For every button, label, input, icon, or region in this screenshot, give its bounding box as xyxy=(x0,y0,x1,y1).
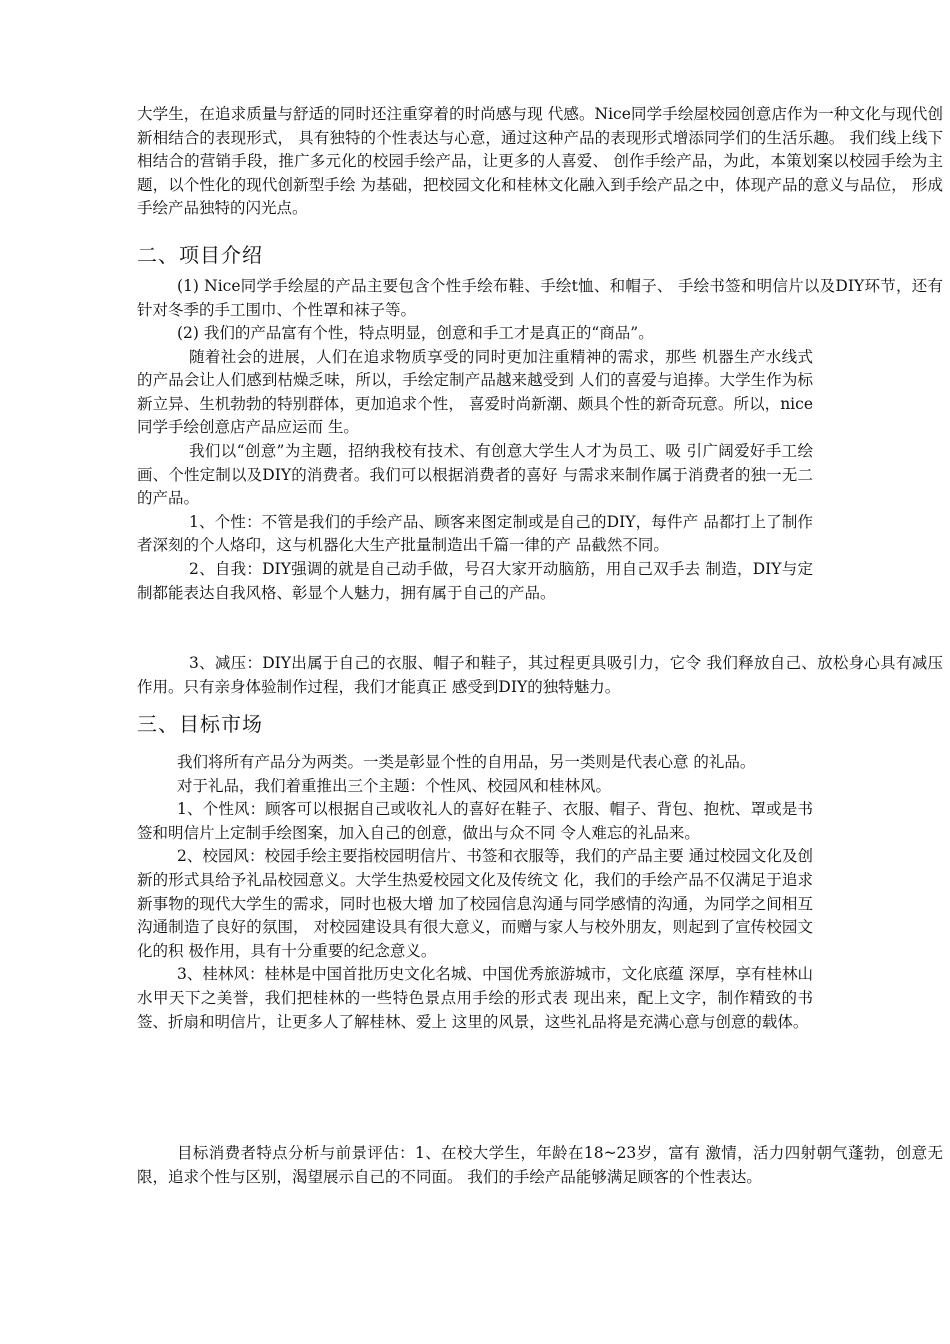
intro-text: 大学生，在追求质量与舒适的同时还注重穿着的时尚感与现 代感。Nice同学手绘屋校园创意店作为一种文化与现代创新相结合的表现形式， 具有独特的个性表达与心意，通过这种产品的表现形式增添同学们的生活乐趣。 我们线上线下相结合的营销手段，推广多元化的校园手绘产品，让更多的人喜爱、 创作手绘产品，为此，本策划案以校园手绘为主题，以个性化的现代创新型手绘 为基础，把校园文化和桂林文化融入到手绘产品之中，体现产品的意义与品位， 形成手绘产品独特的闪光点。 xyxy=(137,105,943,218)
project-intro-item-1 xyxy=(137,275,943,322)
paragraph: 3、桂林风：桂林是中国首批历史文化名城、中国优秀旅游城市，文化底蕴 深厚，享有桂林山水甲天下之美誉，我们把桂林的一些特色景点用手绘的形式表 现出来，配上文字，制作精致的书签、折扇和明信片，让更多人了解桂林、爱上 这里的风景，这些礼品将是充满心意与创意的载体。 xyxy=(137,965,813,1031)
target-consumer-analysis xyxy=(137,1142,943,1189)
target-market-body xyxy=(137,751,813,1034)
paragraph: 2、自我：DIY强调的就是自己动手做，号召大家开动脑筋，用自己双手去 制造，DIY与定制都能表达自我风格、彰显个人魅力，拥有属于自己的产品。 xyxy=(137,559,813,602)
paragraph: 我们将所有产品分为两类。一类是彰显个性的自用品，另一类则是代表心意 的礼品。 xyxy=(177,753,756,771)
paragraph: 3、减压：DIY出属于自己的衣服、帽子和鞋子，其过程更具吸引力，它令 我们释放自己、放松身心具有减压作用。只有亲身体验制作过程，我们才能真正 感受到DIY的独特魅力。 xyxy=(137,654,943,696)
paragraph: 随着社会的进展，人们在追求物质享受的同时更加注重精神的需求，那些 机器生产水线式的产品会让人们感到枯燥乏味，所以，手绘定制产品越来越受到 人们的喜爱与追捧。大学生作为标新立异、生机勃勃的特别群体，更加追求个性， 喜爱时尚新潮、颇具个性的新奇玩意。所以，nice同学手绘创意店产品应运而 生。 xyxy=(137,347,813,437)
paragraph: 2、校园风：校园手绘主要指校园明信片、书签和衣服等，我们的产品主要 通过校园文化及创新的形式具给予礼品校园意义。大学生热爱校园文化及传统文 化，我们的手绘产品不仅满足于追求新事物的现代大学生的需求，同时也极大增 加了校园信息沟通与同学感情的沟通，为同学之间相互沟通制造了良好的氛围， 对校园建设具有很大意义，而赠与家人与校外朋友，则起到了宣传校园文化的积 极作用，具有十分重要的纪念意义。 xyxy=(137,847,813,960)
intro-paragraph xyxy=(137,103,943,221)
paragraph: 对于礼品，我们着重推出三个主题：个性风、校园风和桂林风。 xyxy=(177,776,612,795)
project-intro-item-destress xyxy=(137,652,943,699)
section-heading-project-intro: 二、项目介绍 xyxy=(137,243,263,267)
paragraph: 1、个性风：顾客可以根据自己或收礼人的喜好在鞋子、衣服、帽子、背包、抱枕、罩或是书签和明信片上定制手绘图案，加入自己的创意，做出与众不同 令人难忘的礼品来。 xyxy=(137,800,813,842)
section-heading-target-market: 三、目标市场 xyxy=(137,712,263,736)
paragraph: 目标消费者特点分析与前景评估：1、在校大学生，年龄在18~23岁，富有 激情，活力四射朝气蓬勃，创意无限，追求个性与区别，渴望展示自己的不同面。 我们的手绘产品能够满足顾客的个性表达。 xyxy=(137,1144,943,1186)
project-intro-body xyxy=(137,322,813,605)
paragraph: 1、个性：不管是我们的手绘产品、顾客来图定制或是自己的DIY，每件产 品都打上了制作者深刻的个人烙印，这与机器化大生产批量制造出千篇一律的产 品截然不同。 xyxy=(137,512,813,555)
paragraph: (1) Nice同学手绘屋的产品主要包含个性手绘布鞋、手绘t恤、和帽子、 手绘书签和明信片以及DIY环节，还有针对冬季的手工围巾、个性罩和袜子等。 xyxy=(137,277,943,319)
paragraph: 我们以“创意”为主题，招纳我校有技术、有创意大学生人才为员工、吸 引广阔爱好手工绘画、个性定制以及DIY的消费者。我们可以根据消费者的喜好 与需求来制作属于消费者的独一无二的产品。 xyxy=(137,441,813,508)
paragraph: (2) 我们的产品富有个性，特点明显，创意和手工才是真正的“商品”。 xyxy=(177,324,654,342)
